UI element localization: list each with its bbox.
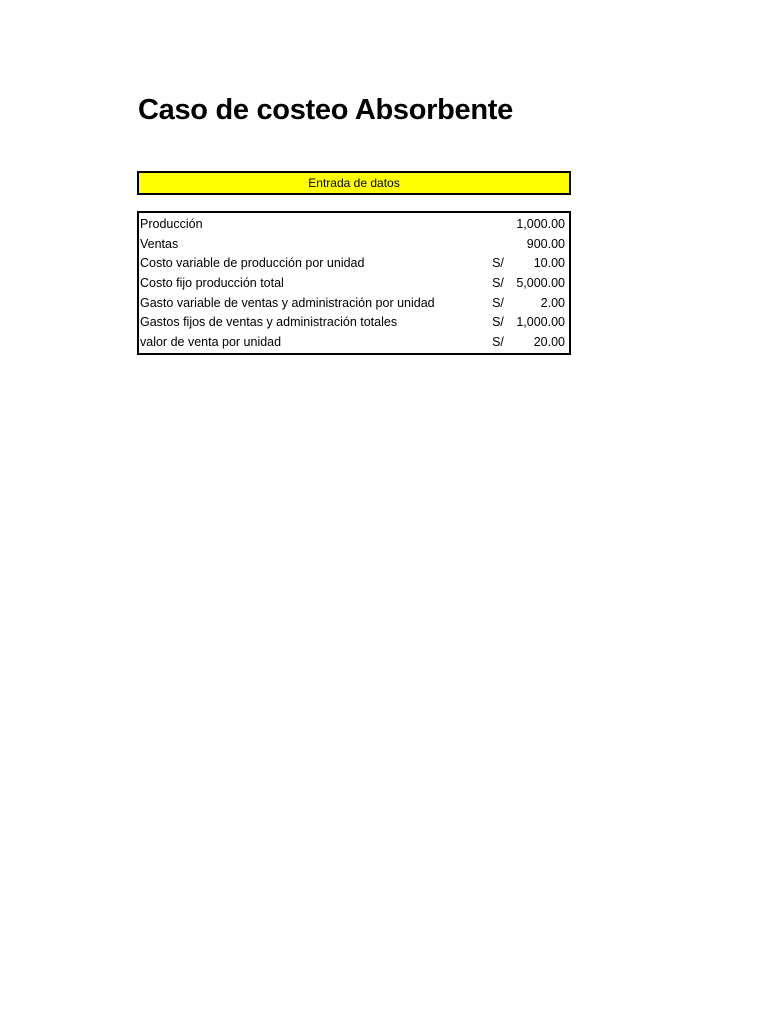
- row-currency: S/: [492, 276, 504, 291]
- row-value[interactable]: 5,000.00: [516, 276, 565, 291]
- row-value[interactable]: 20.00: [533, 335, 565, 350]
- input-section-header: Entrada de datos: [137, 171, 571, 195]
- row-value[interactable]: 2.00: [540, 295, 565, 310]
- row-label: Costo variable de producción por unidad: [140, 256, 365, 271]
- data-row-costo-variable-produccion: [139, 254, 569, 274]
- row-label: Gasto variable de ventas y administración por unidad: [140, 295, 435, 310]
- row-value[interactable]: 900.00: [526, 236, 565, 251]
- row-currency: S/: [492, 335, 504, 350]
- data-row-costo-fijo-produccion: [139, 274, 569, 294]
- row-label: Costo fijo producción total: [140, 276, 284, 291]
- data-row-valor-venta: [139, 333, 569, 353]
- row-label: Gastos fijos de ventas y administración totales: [140, 315, 398, 330]
- page-title: Caso de costeo Absorbente: [138, 94, 513, 126]
- row-label: Ventas: [140, 236, 179, 251]
- data-row-produccion: [139, 215, 569, 235]
- data-row-gastos-fijos-ventas: [139, 313, 569, 333]
- row-label: Producción: [140, 217, 203, 231]
- row-currency: S/: [492, 256, 504, 271]
- row-value[interactable]: 1,000.00: [516, 315, 565, 330]
- row-value[interactable]: 10.00: [533, 256, 565, 271]
- data-row-gasto-variable-ventas: [139, 294, 569, 314]
- data-row-ventas: [139, 235, 569, 255]
- row-value[interactable]: 1,000.00: [516, 217, 565, 231]
- row-currency: S/: [492, 315, 504, 330]
- row-currency: S/: [492, 295, 504, 310]
- row-label: valor de venta por unidad: [140, 335, 282, 350]
- input-data-table: [137, 211, 571, 355]
